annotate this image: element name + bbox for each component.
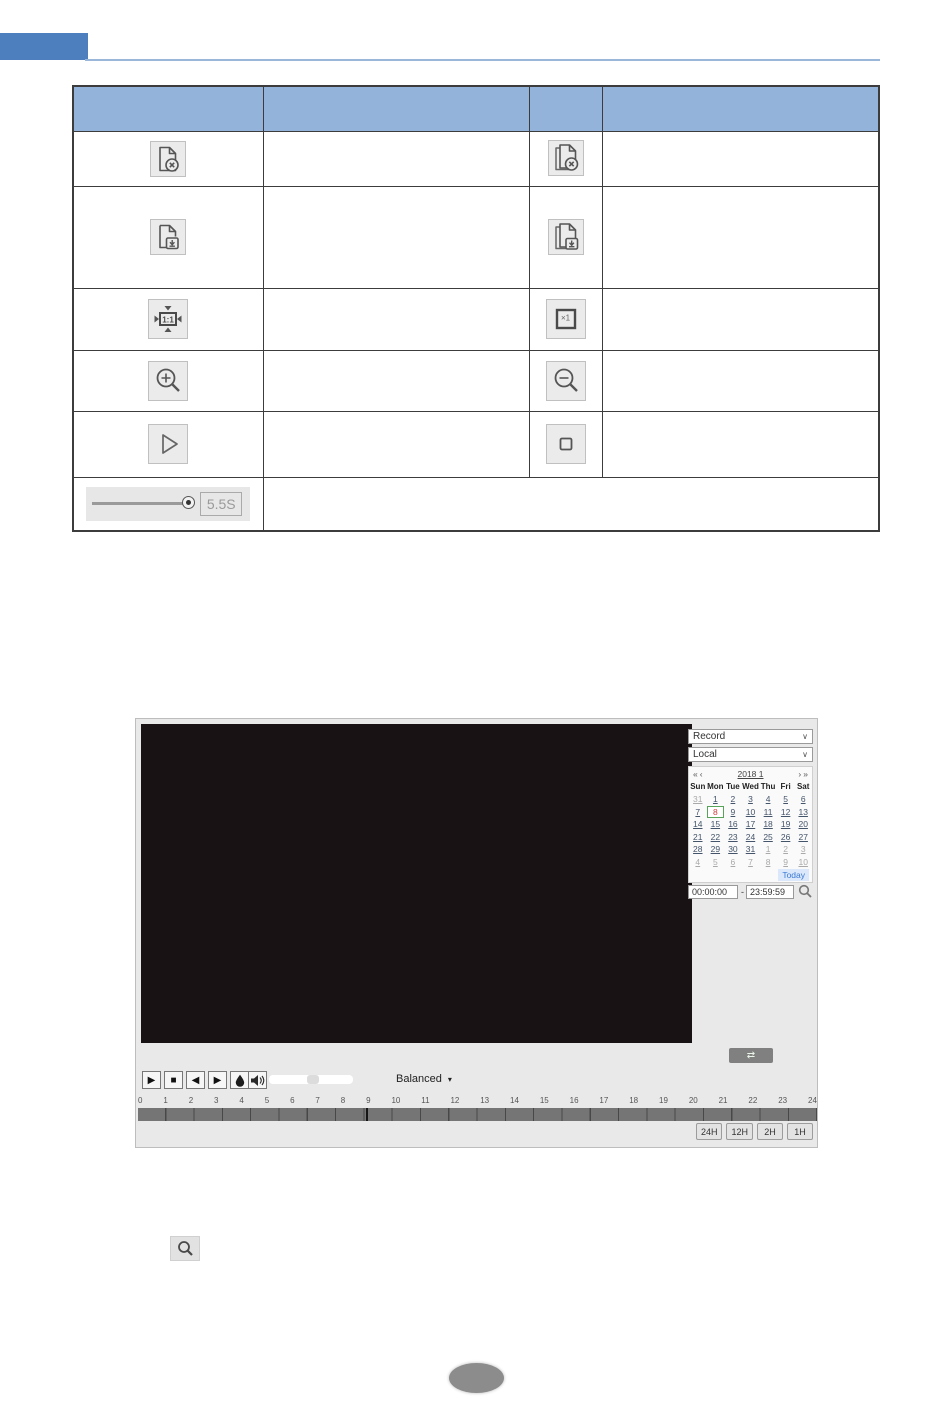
chevron-down-icon: ∨ [802,731,808,741]
timeline-ticks [138,1096,817,1107]
volume-slider[interactable] [269,1075,353,1084]
stop-button[interactable] [164,1071,183,1089]
calendar-day[interactable]: 21 [693,831,703,842]
calendar-day[interactable]: 16 [728,819,738,830]
calendar-day[interactable]: 7 [695,806,701,817]
table-cell-description [263,187,529,289]
scale-1to1-icon[interactable] [148,299,188,339]
calendar-day[interactable]: 19 [780,819,791,830]
timeline-tick-label: 3 [214,1096,219,1105]
table-header-cell [73,86,263,132]
table-row [73,351,879,412]
play-icon[interactable] [148,424,188,464]
calendar-today-button[interactable]: Today [778,869,809,881]
table-header-row [73,86,879,132]
table-header-cell [602,86,879,132]
calendar-day-header: Fri [780,782,791,791]
start-time-input[interactable]: 00:00:00 [688,885,738,899]
table-cell-description [602,351,879,412]
calendar-day[interactable]: 4 [695,856,701,867]
calendar-prev-button[interactable]: ‹ [699,768,703,779]
icon-legend-table [72,85,880,532]
volume-button[interactable] [248,1071,267,1089]
calendar-day[interactable]: 2 [783,844,788,855]
slider-value: 5.5S [200,492,242,516]
calendar-day[interactable]: 26 [780,831,791,842]
record-type-value: Record [693,731,726,742]
table-cell-description [263,412,529,478]
step-forward-icon: ▶ [213,1074,222,1086]
timeline-tick-label: 12 [450,1096,460,1105]
timeline-tick-label: 18 [629,1096,639,1105]
calendar-day[interactable]: 29 [710,844,721,855]
page-number-oval [449,1363,504,1393]
range-1h-button[interactable]: 1H [787,1123,813,1140]
timeline-tick-label: 4 [239,1096,244,1105]
table-cell-description [263,132,529,187]
calendar-day[interactable]: 6 [730,856,736,867]
calendar [688,766,813,883]
step-back-button[interactable] [186,1071,205,1089]
calendar-day-header: Mon [707,782,724,791]
calendar-day[interactable]: 2 [730,794,736,805]
calendar-day[interactable]: 27 [798,831,808,842]
search-icon-button[interactable] [170,1236,200,1261]
table-cell-description [263,478,879,531]
download-all-files-icon[interactable] [548,219,584,255]
stop-icon: ■ [170,1074,177,1086]
calendar-day[interactable]: 3 [748,794,753,805]
calendar-day[interactable]: 5 [783,794,788,805]
slider-track[interactable] [92,502,188,505]
zoom-out-icon[interactable] [546,361,586,401]
storage-location-value: Local [693,749,717,760]
switch-panel-button[interactable] [729,1048,773,1063]
play-button[interactable] [142,1071,161,1089]
calendar-day[interactable]: 15 [710,819,721,830]
timeline-bar[interactable] [138,1108,817,1121]
timeline-tick-label: 14 [510,1096,519,1105]
calendar-day[interactable]: 28 [693,844,703,855]
table-header-cell [529,86,602,132]
timeline-tick-label: 7 [315,1096,320,1105]
download-file-icon[interactable] [150,219,186,255]
watermark-button[interactable] [230,1071,249,1089]
stream-quality-dropdown[interactable] [396,1073,452,1085]
table-header-cell [263,86,529,132]
header-divider [85,59,880,61]
calendar-day[interactable]: 13 [798,806,808,817]
playback-speed-slider[interactable] [86,487,250,521]
calendar-day[interactable]: 20 [798,819,808,830]
chapter-tab [0,33,88,60]
range-12h-button[interactable]: 12H [726,1123,753,1140]
range-24h-button[interactable]: 24H [696,1123,723,1140]
timeline-tick-label: 13 [480,1096,490,1105]
storage-location-dropdown[interactable] [688,747,813,762]
calendar-day-headers [689,780,812,793]
timeline-tick-label: 22 [748,1096,758,1105]
calendar-day[interactable]: 31 [745,844,756,855]
timeline-tick-label: 23 [778,1096,788,1105]
search-icon [177,1240,194,1257]
calendar-day[interactable]: 7 [748,856,753,867]
caret-down-icon: ▾ [447,1075,452,1084]
speaker-icon [250,1074,265,1087]
video-display-area [141,724,692,1043]
search-icon[interactable] [798,884,813,899]
calendar-day[interactable]: 1 [765,844,771,855]
playback-window [135,718,818,1148]
calendar-day[interactable]: 9 [730,806,736,817]
table-row [73,478,879,531]
table-row [73,412,879,478]
timeline-tick-label: 10 [391,1096,401,1105]
calendar-day[interactable]: 31 [693,794,703,805]
clear-all-files-icon[interactable] [548,140,584,176]
zoom-in-icon[interactable] [148,361,188,401]
table-row [73,132,879,187]
timeline-tick-label: 2 [188,1096,194,1105]
step-back-icon: ◀ [191,1074,200,1086]
timeline-tick-label: 21 [718,1096,728,1105]
calendar-day[interactable]: 4 [765,794,771,805]
stream-quality-value: Balanced [396,1073,442,1085]
calendar-day[interactable]: 12 [780,806,791,817]
timeline-tick-label: 9 [366,1096,371,1105]
table-cell-description [602,412,879,478]
calendar-day[interactable]: 10 [798,856,808,867]
table-cell-description [602,187,879,289]
timeline-tick-label: 5 [264,1096,270,1105]
chevron-down-icon: ∨ [802,749,808,759]
calendar-grid [689,793,812,868]
calendar-day[interactable]: 8 [765,856,771,867]
calendar-day[interactable]: 24 [745,831,756,842]
calendar-day[interactable]: 9 [783,856,788,867]
timeline-tick-label: 19 [659,1096,668,1105]
calendar-day[interactable]: 11 [763,806,773,817]
calendar-day-selected[interactable]: 8 [707,806,725,819]
x1-size-icon[interactable] [546,299,586,339]
table-row [73,187,879,289]
range-2h-button[interactable]: 2H [757,1123,783,1140]
calendar-day[interactable]: 1 [712,794,718,805]
table-cell-description [263,351,529,412]
calendar-day[interactable]: 17 [745,819,756,830]
timeline-tick-label: 24 [808,1096,817,1105]
calendar-nav [689,767,812,780]
end-time-input[interactable]: 23:59:59 [746,885,794,899]
svg-text:×1: ×1 [560,313,570,322]
timeline-tick-label: 17 [599,1096,609,1105]
table-row [73,289,879,351]
svg-text:1:1: 1:1 [162,315,175,324]
step-forward-button[interactable] [208,1071,227,1089]
volume-slider-thumb[interactable] [307,1075,319,1084]
clear-file-icon[interactable] [150,141,186,177]
water-drop-icon [235,1074,245,1087]
calendar-day[interactable]: 6 [800,794,806,805]
calendar-day[interactable]: 30 [728,844,738,855]
calendar-day[interactable]: 22 [710,831,721,842]
calendar-day[interactable]: 5 [712,856,718,867]
calendar-day-header: Wed [742,782,759,791]
timeline-tick-label: 8 [340,1096,346,1105]
calendar-day[interactable]: 14 [693,819,703,830]
calendar-day[interactable]: 3 [800,844,806,855]
calendar-day-header: Thu [760,782,776,791]
calendar-day-header: Tue [726,782,740,791]
table-cell-description [602,132,879,187]
timeline-tick-label: 6 [290,1096,295,1105]
calendar-year-month[interactable]: 2018 1 [737,768,764,779]
calendar-day[interactable]: 25 [763,831,773,842]
calendar-day[interactable]: 23 [728,831,738,842]
timeline-tick-label: 1 [163,1096,168,1105]
calendar-last-button[interactable]: » [803,768,808,779]
calendar-day-header: Sat [796,782,810,791]
play-icon: ▶ [147,1074,156,1086]
swap-arrows-icon: ⇄ [746,1049,756,1061]
stop-icon[interactable] [546,424,586,464]
calendar-next-button[interactable]: › [798,768,802,779]
slider-thumb[interactable] [182,496,195,509]
calendar-day-header: Sun [690,782,706,791]
timeline-tick-label: 11 [421,1096,430,1105]
calendar-first-button[interactable]: « [693,768,698,779]
time-range-separator: - [741,887,744,897]
table-cell-description [602,289,879,351]
record-type-dropdown[interactable] [688,729,813,744]
timeline-tick-label: 0 [138,1096,143,1105]
calendar-day[interactable]: 10 [745,806,756,817]
timeline-tick-label: 16 [569,1096,579,1105]
timeline-tick-label: 15 [539,1096,549,1105]
timeline-range-buttons [696,1123,813,1140]
timeline-playhead[interactable] [366,1108,368,1121]
timeline-tick-label: 20 [688,1096,698,1105]
table-cell-description [263,289,529,351]
calendar-day[interactable]: 18 [763,819,773,830]
